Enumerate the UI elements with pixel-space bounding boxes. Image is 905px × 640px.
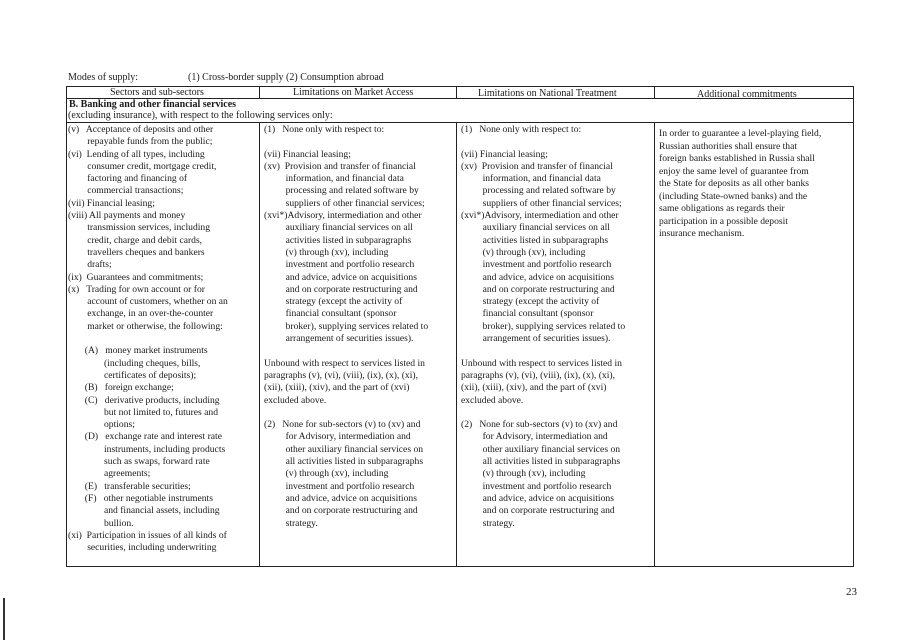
national-treatment-line: for Advisory, intermediation and xyxy=(461,431,608,443)
sectors-line: consumer credit, mortgage credit, xyxy=(68,160,217,172)
table-right-border xyxy=(853,86,854,567)
scan-edge-mark xyxy=(3,598,5,640)
header-national-treatment: Limitations on National Treatment xyxy=(478,88,617,99)
additional-commitments-column xyxy=(659,128,821,241)
sectors-line: (x) Trading for own account or for xyxy=(68,283,205,295)
market-access-line: all activities listed in subparagraphs xyxy=(264,456,424,468)
national-treatment-line: strategy. xyxy=(461,517,515,529)
section-title: B. Banking and other financial services xyxy=(69,99,237,110)
national-treatment-line: (vii) Financial leasing; xyxy=(461,148,548,160)
market-access-line: Unbound with respect to services listed in xyxy=(264,357,425,369)
national-treatment-line: (xv) Provision and transfer of financial xyxy=(461,160,613,172)
market-access-line: activities listed in subparagraphs xyxy=(264,234,412,246)
additional-commitments-line: the State for deposits as all other banks xyxy=(659,178,810,189)
market-access-line: paragraphs (v), (vi), (viii), (ix), (x), (xi), xyxy=(264,369,418,381)
market-access-line: financial consultant (sponsor xyxy=(264,308,397,320)
col-divider-2-header xyxy=(456,86,457,99)
header-sectors: Sectors and sub-sectors xyxy=(110,87,204,98)
sectors-line: (vii) Financial leasing; xyxy=(68,197,155,209)
market-access-line: other auxiliary financial services on xyxy=(264,443,424,455)
modes-label: Modes of supply: xyxy=(68,72,138,83)
market-access-line: (v) through (xv), including xyxy=(264,468,389,480)
market-access-line: and on corporate restructuring and xyxy=(264,505,418,517)
section-subtitle: (excluding insurance), with respect to the following services only: xyxy=(68,110,333,121)
national-treatment-line: (1) None only with respect to: xyxy=(461,124,582,135)
header-market-access: Limitations on Market Access xyxy=(293,87,414,98)
sectors-line: (F) other negotiable instruments xyxy=(68,492,213,504)
additional-commitments-line: In order to guarantee a level-playing field, xyxy=(659,128,822,139)
section-bottom-border xyxy=(66,122,854,123)
sectors-line: travellers cheques and bankers xyxy=(68,246,205,258)
national-treatment-line: other auxiliary financial services on xyxy=(461,443,621,455)
market-access-line: (2) None for sub-sectors (v) to (xv) and xyxy=(264,419,421,431)
national-treatment-line: arrangement of securities issues). xyxy=(461,333,611,345)
national-treatment-line: activities listed in subparagraphs xyxy=(461,234,609,246)
national-treatment-line xyxy=(461,345,625,357)
market-access-line: (vii) Financial leasing; xyxy=(264,148,351,160)
market-access-line: suppliers of other financial services; xyxy=(264,197,425,209)
table-left-border xyxy=(66,86,67,567)
national-treatment-line: and on corporate restructuring and xyxy=(461,505,615,517)
market-access-line: (xvi*)Advisory, intermediation and other xyxy=(264,210,422,222)
market-access-line: investment and portfolio research xyxy=(264,259,415,271)
national-treatment-line: (xii), (xiii), (xiv), and the part of (xvi) xyxy=(461,382,607,394)
market-access-line: strategy. xyxy=(264,517,318,529)
sectors-line: market or otherwise, the following: xyxy=(68,320,223,332)
sectors-line: securities, including underwriting xyxy=(68,542,217,554)
additional-commitments-line: participation in a possible deposit xyxy=(659,215,788,227)
modes-value: (1) Cross-border supply (2) Consumption abroad xyxy=(188,72,384,83)
sectors-line: but not limited to, futures and xyxy=(68,406,219,418)
col-divider-1-header xyxy=(259,86,260,99)
sectors-line: (viii) All payments and money xyxy=(68,210,186,222)
sectors-line xyxy=(68,333,228,345)
national-treatment-line: Unbound with respect to services listed in xyxy=(461,357,622,369)
national-treatment-line: processing and related software by xyxy=(461,185,616,197)
national-treatment-line: paragraphs (v), (vi), (viii), (ix), (x), (xi), xyxy=(461,369,615,381)
market-access-line: and advice, advice on acquisitions xyxy=(264,492,417,504)
market-access-line: (v) through (xv), including xyxy=(264,246,389,258)
national-treatment-line: (v) through (xv), including xyxy=(461,246,586,258)
sectors-line: drafts; xyxy=(68,259,112,271)
col-divider-1 xyxy=(259,122,260,567)
market-access-line: information, and financial data xyxy=(264,173,404,185)
national-treatment-line: and advice, advice on acquisitions xyxy=(461,271,614,283)
market-access-line xyxy=(264,345,428,357)
additional-commitments-line: foreign banks established in Russia shall xyxy=(659,153,815,164)
market-access-line xyxy=(264,407,428,419)
sectors-line: options; xyxy=(68,419,135,431)
market-access-line: broker), supplying services related to xyxy=(264,320,429,332)
sectors-line: bullion. xyxy=(68,517,134,529)
market-access-line: and advice, advice on acquisitions xyxy=(264,271,417,283)
national-treatment-line: broker), supplying services related to xyxy=(461,320,626,332)
market-access-line: (xii), (xiii), (xiv), and the part of (xvi) xyxy=(264,382,410,394)
sectors-line: transmission services, including xyxy=(68,222,211,234)
national-treatment-line xyxy=(461,136,625,148)
market-access-line: (xv) Provision and transfer of financial xyxy=(264,160,416,172)
sectors-line: commercial transactions; xyxy=(68,185,184,197)
market-access-column xyxy=(264,124,428,530)
national-treatment-line: and advice, advice on acquisitions xyxy=(461,492,614,504)
national-treatment-line: information, and financial data xyxy=(461,173,601,185)
sectors-line: (D) exchange rate and interest rate xyxy=(68,431,222,443)
market-access-line: (1) None only with respect to: xyxy=(264,124,385,135)
sectors-line: exchange, in an over-the-counter xyxy=(68,308,214,320)
market-access-line: and on corporate restructuring and xyxy=(264,283,418,295)
sectors-line: repayable funds from the public; xyxy=(68,136,213,148)
market-access-line: auxiliary financial services on all xyxy=(264,222,413,234)
sectors-line: agreements; xyxy=(68,468,151,480)
national-treatment-line: and on corporate restructuring and xyxy=(461,283,615,295)
national-treatment-line: investment and portfolio research xyxy=(461,480,612,492)
sectors-line: (xi) Participation in issues of all kinds of xyxy=(68,529,227,541)
sectors-line: account of customers, whether on an xyxy=(68,296,228,308)
national-treatment-line: financial consultant (sponsor xyxy=(461,308,594,320)
additional-commitments-line: (including State-owned banks) and the xyxy=(659,190,808,202)
header-additional-commitments: Additional commitments xyxy=(697,89,797,100)
sectors-line: and financial assets, including xyxy=(68,505,220,517)
national-treatment-line: excluded above. xyxy=(461,394,524,406)
market-access-line: strategy (except the activity of xyxy=(264,296,403,308)
sectors-line: (E) transferable securities; xyxy=(68,480,191,492)
market-access-line: arrangement of securities issues). xyxy=(264,333,414,345)
sectors-line: (C) derivative products, including xyxy=(68,394,220,406)
page-number: 23 xyxy=(846,586,857,598)
additional-commitments-line: enjoy the same level of guarantee from xyxy=(659,165,809,177)
additional-commitments-line: same obligations as regards their xyxy=(659,203,785,214)
sectors-column xyxy=(68,124,228,554)
market-access-line xyxy=(264,136,428,148)
sectors-line: credit, charge and debit cards, xyxy=(68,234,203,246)
national-treatment-column xyxy=(461,124,625,530)
col-divider-2 xyxy=(456,122,457,567)
sectors-line: (A) money market instruments xyxy=(68,345,208,357)
col-divider-3-header xyxy=(654,86,655,99)
national-treatment-line: auxiliary financial services on all xyxy=(461,222,610,234)
national-treatment-line: (v) through (xv), including xyxy=(461,468,586,480)
national-treatment-line: (xvi*)Advisory, intermediation and other xyxy=(461,210,619,222)
sectors-line: factoring and financing of xyxy=(68,173,188,185)
additional-commitments-line: insurance mechanism. xyxy=(659,228,745,239)
national-treatment-line: (2) None for sub-sectors (v) to (xv) and xyxy=(461,419,618,431)
sectors-line: certificates of deposits); xyxy=(68,369,197,381)
market-access-line: excluded above. xyxy=(264,394,327,406)
sectors-line: such as swaps, forward rate xyxy=(68,456,210,468)
additional-commitments-line: Russian authorities shall ensure that xyxy=(659,140,798,152)
market-access-line: for Advisory, intermediation and xyxy=(264,431,411,443)
sectors-line: (ix) Guarantees and commitments; xyxy=(68,271,204,283)
sectors-line: instruments, including products xyxy=(68,443,226,455)
national-treatment-line: investment and portfolio research xyxy=(461,259,612,271)
sectors-line: (vi) Lending of all types, including xyxy=(68,148,205,160)
market-access-line: processing and related software by xyxy=(264,185,419,197)
col-divider-3 xyxy=(654,122,655,567)
market-access-line: investment and portfolio research xyxy=(264,480,415,492)
sectors-line: (B) foreign exchange; xyxy=(68,382,174,394)
table-bottom-border xyxy=(66,566,854,567)
sectors-line: (including cheques, bills, xyxy=(68,357,201,369)
sectors-line: (v) Acceptance of deposits and other xyxy=(68,124,214,135)
national-treatment-line xyxy=(461,407,625,419)
national-treatment-line: suppliers of other financial services; xyxy=(461,197,622,209)
national-treatment-line: all activities listed in subparagraphs xyxy=(461,456,621,468)
national-treatment-line: strategy (except the activity of xyxy=(461,296,600,308)
